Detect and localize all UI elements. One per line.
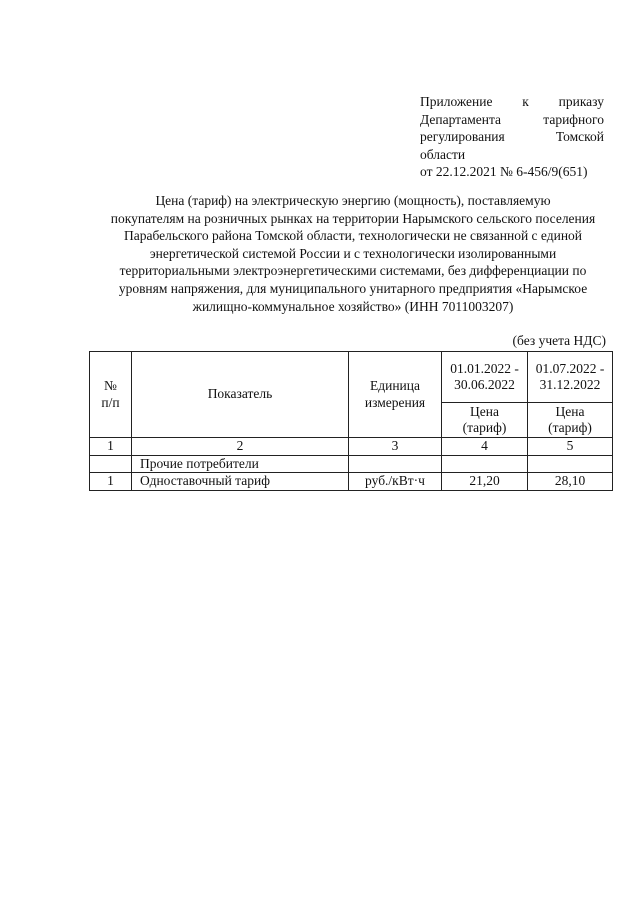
header-price-2 bbox=[528, 403, 613, 438]
column-number: 1 bbox=[90, 438, 132, 456]
appendix-word: Департамента bbox=[420, 111, 502, 127]
row-indicator: Одноставочный тариф bbox=[132, 473, 349, 491]
header-unit-line: Единица bbox=[369, 378, 420, 393]
period-line: 01.01.2022 - bbox=[450, 360, 519, 376]
appendix-line: области bbox=[420, 146, 466, 162]
row-value-period-2: 28,10 bbox=[528, 473, 613, 491]
appendix-header bbox=[420, 93, 604, 181]
appendix-word: тарифного bbox=[543, 111, 604, 127]
appendix-word: Томской bbox=[555, 129, 604, 144]
header-unit bbox=[349, 352, 442, 438]
column-number-row bbox=[90, 438, 613, 456]
table-cell bbox=[90, 455, 132, 473]
appendix-line bbox=[420, 93, 604, 111]
document-title bbox=[92, 192, 614, 315]
column-number: 5 bbox=[528, 438, 613, 456]
header-price-1 bbox=[442, 403, 528, 438]
header-period-1 bbox=[442, 352, 528, 403]
title-line: территориальными электроэнергетическими системами, без дифференциации по bbox=[119, 263, 587, 279]
price-line: (тариф) bbox=[462, 420, 507, 435]
header-num-line: № bbox=[104, 378, 117, 393]
appendix-word: приказу bbox=[558, 94, 604, 109]
appendix-line bbox=[420, 111, 604, 129]
vat-note: (без учета НДС) bbox=[512, 333, 606, 348]
header-num bbox=[90, 352, 132, 438]
price-line: Цена bbox=[555, 403, 585, 419]
period-line: 01.07.2022 - bbox=[535, 360, 605, 376]
table-row bbox=[90, 473, 613, 491]
appendix-word: к bbox=[522, 94, 529, 109]
title-line: Парабельского района Томской области, технологически не связанной с единой bbox=[123, 228, 583, 244]
column-number: 2 bbox=[132, 438, 349, 456]
tariff-table bbox=[89, 351, 613, 491]
row-unit: руб./кВт·ч bbox=[349, 473, 442, 491]
table-header-row bbox=[90, 352, 613, 403]
price-line: (тариф) bbox=[548, 420, 592, 435]
group-row bbox=[90, 455, 613, 473]
column-number: 3 bbox=[349, 438, 442, 456]
header-indicator: Показатель bbox=[132, 352, 349, 438]
header-period-2 bbox=[528, 352, 613, 403]
table-cell bbox=[442, 455, 528, 473]
column-number: 4 bbox=[442, 438, 528, 456]
row-value-period-1: 21,20 bbox=[442, 473, 528, 491]
table-cell bbox=[528, 455, 613, 473]
appendix-order-number: от 22.12.2021 № 6-456/9(651) bbox=[420, 164, 588, 179]
period-line: 31.12.2022 bbox=[539, 377, 601, 392]
table-cell bbox=[349, 455, 442, 473]
title-line: уровням напряжения, для муниципального унитарного предприятия «Нарымское bbox=[118, 280, 588, 296]
appendix-word: регулирования bbox=[420, 129, 505, 144]
title-line: энергетической системой России и с технологически изолированными bbox=[149, 245, 557, 261]
group-label: Прочие потребители bbox=[132, 455, 349, 473]
appendix-word: Приложение bbox=[420, 94, 493, 109]
row-num: 1 bbox=[90, 473, 132, 491]
period-line: 30.06.2022 bbox=[454, 377, 515, 392]
header-num-line: п/п bbox=[101, 394, 120, 410]
title-line: Цена (тариф) на электрическую энергию (мощность), поставляемую bbox=[155, 193, 551, 208]
header-unit-line: измерения bbox=[364, 394, 426, 410]
price-line: Цена bbox=[470, 403, 499, 419]
title-line: покупателям на розничных рынках на территории Нарымского сельского поселения bbox=[110, 210, 596, 226]
title-line: жилищно-коммунальное хозяйство» (ИНН 7011003207) bbox=[192, 298, 514, 314]
appendix-line bbox=[420, 128, 604, 146]
